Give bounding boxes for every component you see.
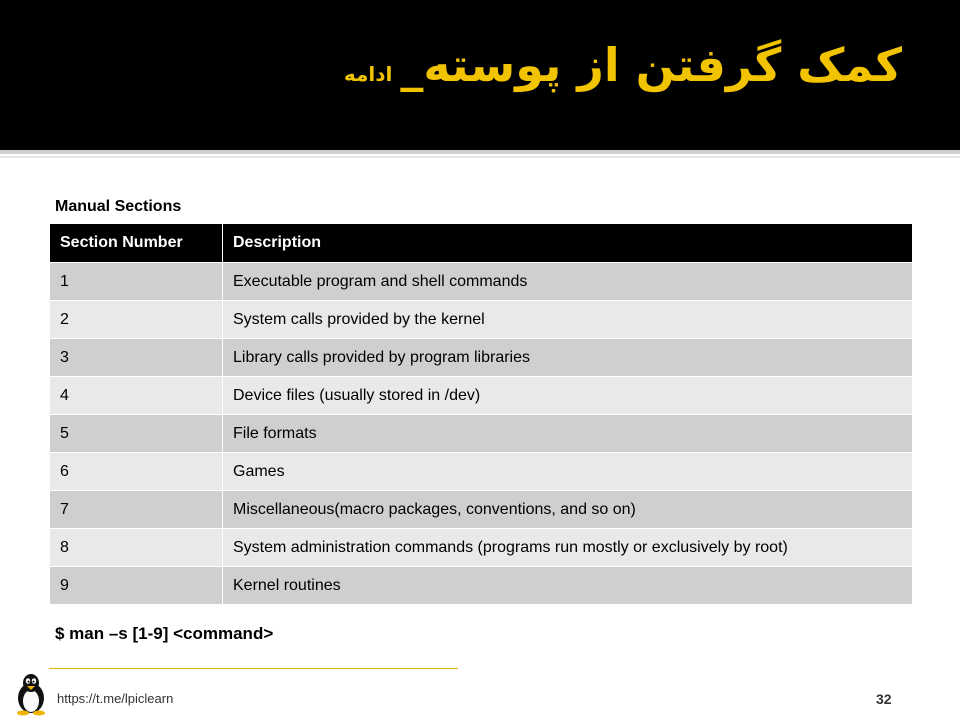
- table-row: [50, 529, 913, 567]
- section-number-cell: 6: [50, 453, 223, 491]
- title-divider: [0, 150, 960, 154]
- section-number-cell: 7: [50, 491, 223, 529]
- section-number-cell: 5: [50, 415, 223, 453]
- description-cell: Device files (usually stored in /dev): [223, 377, 913, 415]
- table-row: [50, 567, 913, 605]
- table-row: [50, 263, 913, 301]
- footer-url-link[interactable]: https://t.me/lpiclearn: [57, 691, 174, 706]
- section-number-cell: 1: [50, 263, 223, 301]
- section-number-cell: 3: [50, 339, 223, 377]
- table-row: [50, 377, 913, 415]
- table-row: [50, 339, 913, 377]
- tux-belly: [23, 690, 39, 712]
- table-row: [50, 301, 913, 339]
- title-divider-shadow: [0, 156, 960, 158]
- section-number-cell: 9: [50, 567, 223, 605]
- description-cell: Kernel routines: [223, 567, 913, 605]
- description-cell: File formats: [223, 415, 913, 453]
- man-command-example: $ man –s [1-9] <command>: [55, 624, 274, 643]
- tux-penguin-icon: [14, 672, 48, 716]
- table-row: [50, 415, 913, 453]
- table-caption: Manual Sections: [55, 198, 182, 215]
- table-header-row: [50, 224, 913, 263]
- header-description: Description: [223, 224, 913, 263]
- manual-sections-table: [49, 223, 913, 605]
- slide-title: [344, 38, 902, 92]
- tux-foot-right: [33, 711, 45, 716]
- section-number-cell: 4: [50, 377, 223, 415]
- tux-pupil-left: [28, 681, 30, 683]
- section-number-cell: 8: [50, 529, 223, 567]
- description-cell: System calls provided by the kernel: [223, 301, 913, 339]
- section-number-cell: 2: [50, 301, 223, 339]
- table-row: [50, 491, 913, 529]
- tux-pupil-right: [33, 681, 35, 683]
- description-cell: Games: [223, 453, 913, 491]
- header-section-number: Section Number: [50, 224, 223, 263]
- table-row: [50, 453, 913, 491]
- description-cell: Library calls provided by program libraries: [223, 339, 913, 377]
- description-cell: Miscellaneous(macro packages, conventions, and so on): [223, 491, 913, 529]
- page-number: 32: [876, 691, 892, 707]
- tux-foot-left: [17, 711, 29, 716]
- title-bar: [0, 0, 960, 150]
- description-cell: Executable program and shell commands: [223, 263, 913, 301]
- slide-title-sub: ادامه: [343, 62, 393, 86]
- description-cell: System administration commands (programs run mostly or exclusively by root): [223, 529, 913, 567]
- slide-title-main: کمک گرفتن از پوسته_: [400, 38, 902, 92]
- footer-divider: [49, 668, 458, 669]
